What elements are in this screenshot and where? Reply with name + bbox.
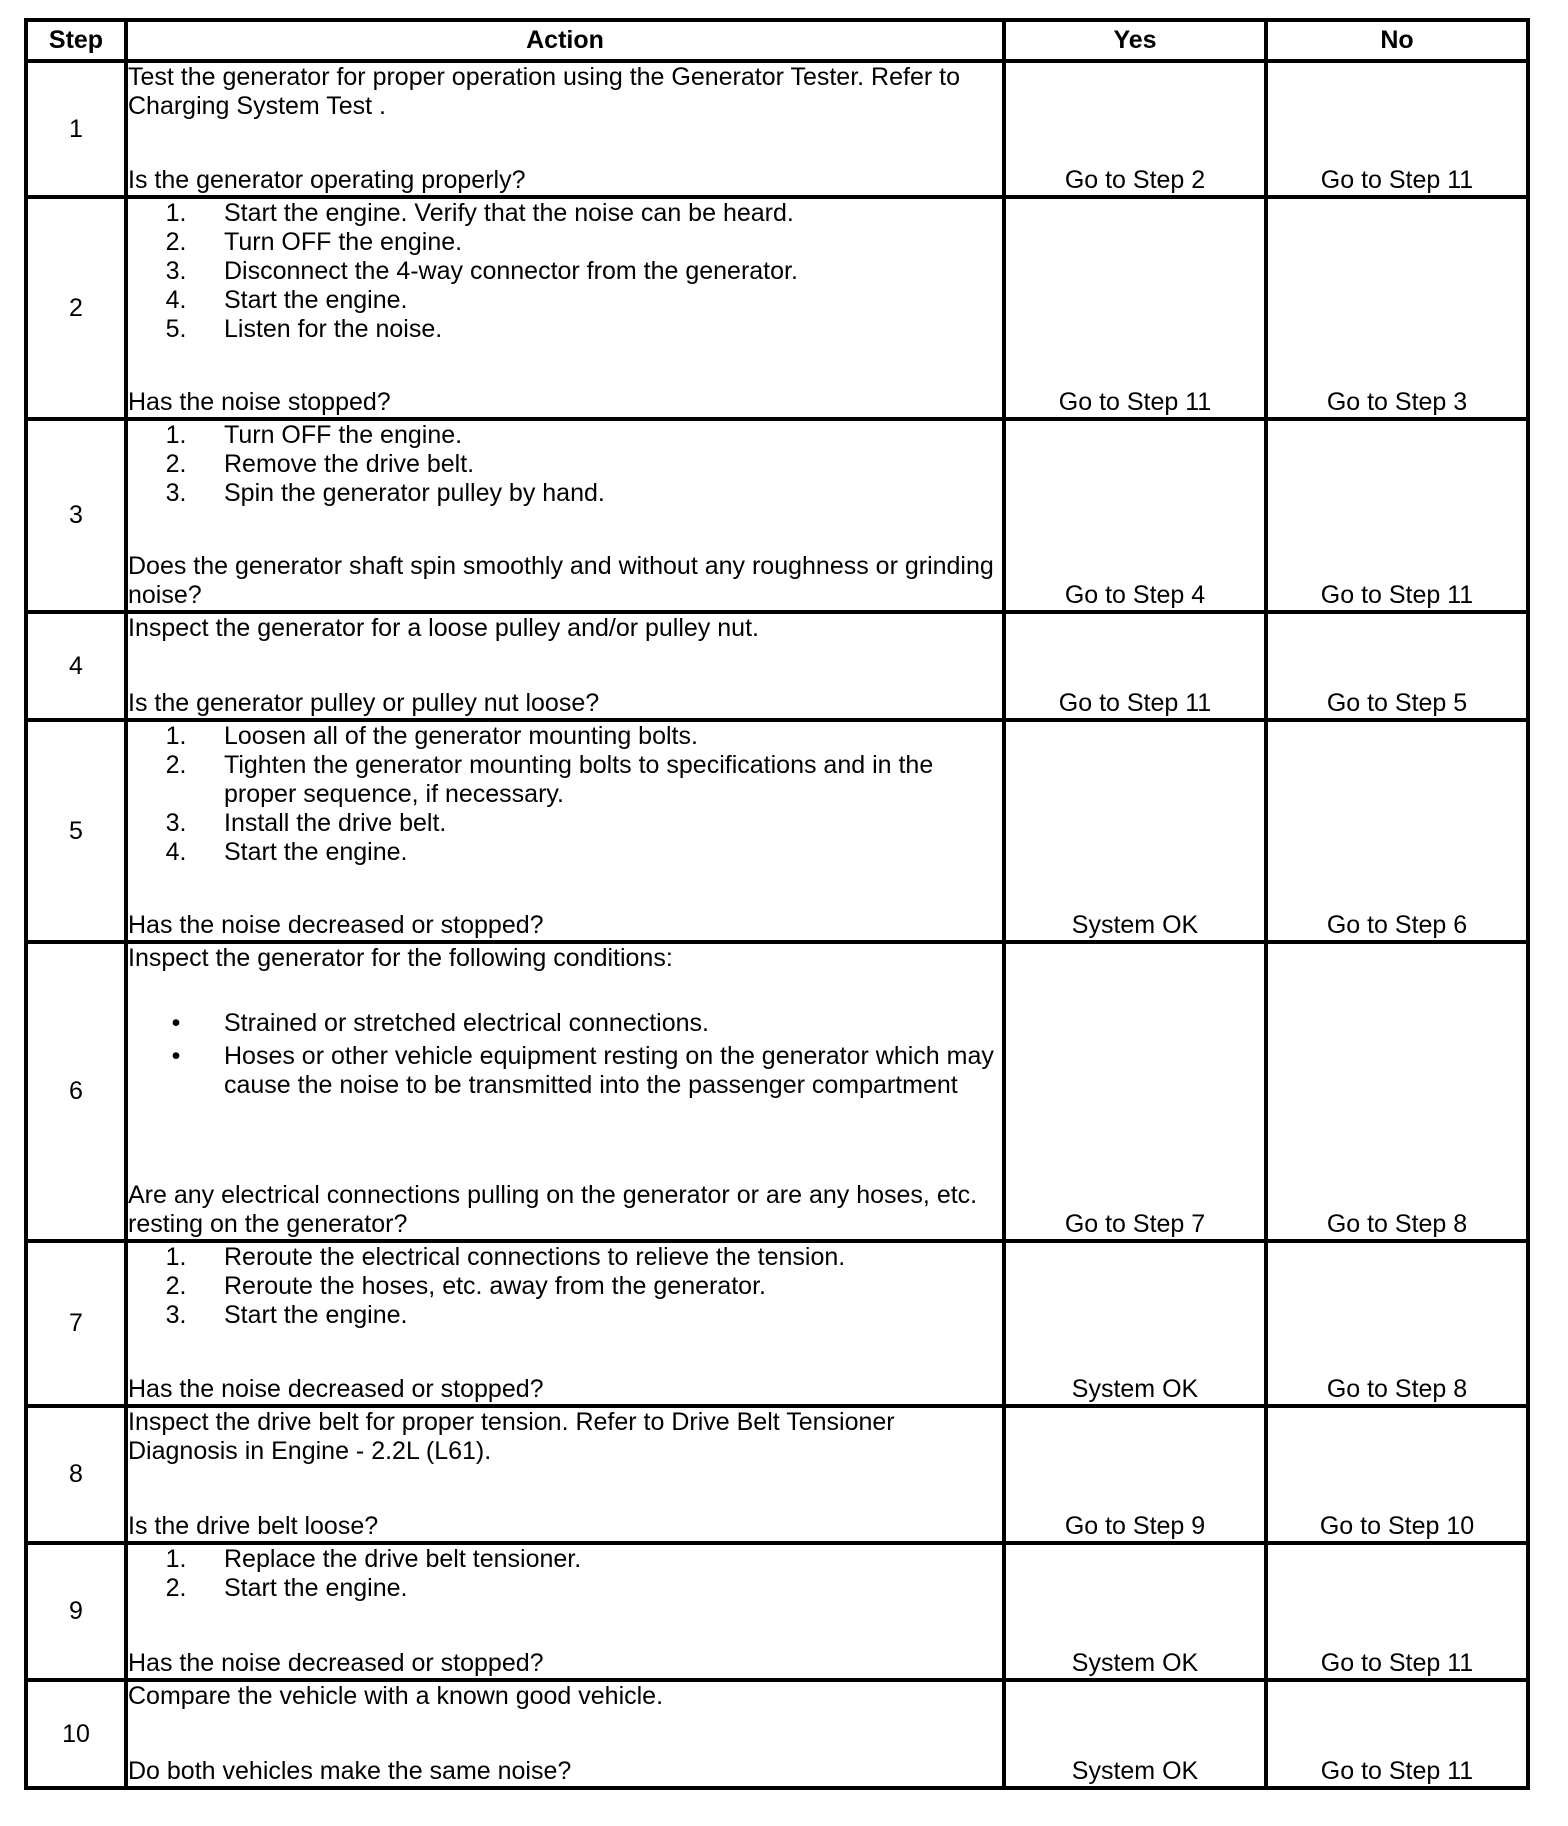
action-content bbox=[128, 1408, 1002, 1541]
no-result: Go to Step 11 bbox=[1266, 419, 1528, 612]
list-item-text: Loosen all of the generator mounting bolts. bbox=[224, 722, 698, 750]
list-item-number: 3. bbox=[165, 479, 187, 507]
numbered-steps-list bbox=[128, 1243, 1002, 1330]
list-item bbox=[128, 257, 1002, 286]
header-yes: Yes bbox=[1004, 20, 1266, 61]
action-question: Has the noise decreased or stopped? bbox=[128, 1375, 544, 1403]
list-item-text: Reroute the hoses, etc. away from the generator. bbox=[224, 1272, 766, 1300]
step-number: 3 bbox=[26, 419, 126, 612]
action-cell bbox=[126, 1241, 1004, 1406]
list-item-number: 3. bbox=[165, 809, 187, 837]
numbered-steps-list bbox=[128, 1545, 1002, 1603]
action-intro-text: Compare the vehicle with a known good vehicle. bbox=[128, 1682, 664, 1710]
list-item-number: 1. bbox=[165, 421, 187, 449]
action-instructions bbox=[128, 722, 1002, 867]
list-item-text: Start the engine. Verify that the noise can be heard. bbox=[224, 199, 794, 227]
no-result: Go to Step 11 bbox=[1266, 1680, 1528, 1788]
list-item bbox=[128, 838, 1002, 867]
list-item bbox=[128, 450, 1002, 479]
action-intro-text: Test the generator for proper operation using the Generator Tester. Refer to Charging System Test . bbox=[128, 63, 967, 120]
action-content bbox=[128, 199, 1002, 417]
action-content bbox=[128, 63, 1002, 195]
diagnostic-table-container bbox=[24, 18, 1526, 1790]
action-content bbox=[128, 421, 1002, 610]
yes-result: Go to Step 11 bbox=[1004, 197, 1266, 419]
no-result: Go to Step 3 bbox=[1266, 197, 1528, 419]
action-intro-text: Inspect the drive belt for proper tension. Refer to Drive Belt Tensioner Diagnosis in Engine - 2.2L (L61). bbox=[128, 1408, 902, 1465]
bullet-item-text: Hoses or other vehicle equipment resting on the generator which may cause the noise to be transmitted into the passenger compartment bbox=[224, 1042, 994, 1099]
action-cell bbox=[126, 1680, 1004, 1788]
step-number: 5 bbox=[26, 720, 126, 942]
list-item-text: Reroute the electrical connections to relieve the tension. bbox=[224, 1243, 846, 1271]
list-item-number: 2. bbox=[165, 1272, 187, 1300]
bullet-dot-icon: • bbox=[171, 1009, 181, 1037]
list-item bbox=[128, 199, 1002, 228]
list-item bbox=[128, 421, 1002, 450]
list-item-text: Listen for the noise. bbox=[224, 315, 443, 343]
list-item-text: Remove the drive belt. bbox=[224, 450, 475, 478]
yes-result: Go to Step 9 bbox=[1004, 1406, 1266, 1543]
no-result: Go to Step 5 bbox=[1266, 612, 1528, 720]
yes-result: System OK bbox=[1004, 1543, 1266, 1680]
list-item-number: 2. bbox=[165, 751, 187, 779]
action-content bbox=[128, 944, 1002, 1239]
list-item-number: 3. bbox=[165, 257, 187, 285]
table-row bbox=[26, 942, 1528, 1241]
step-number: 9 bbox=[26, 1543, 126, 1680]
table-row bbox=[26, 1543, 1528, 1680]
table-row bbox=[26, 1406, 1528, 1543]
header-action: Action bbox=[126, 20, 1004, 61]
bullet-item bbox=[128, 1009, 1002, 1038]
action-instructions bbox=[128, 199, 1002, 344]
list-item bbox=[128, 809, 1002, 838]
list-item-text: Disconnect the 4-way connector from the generator. bbox=[224, 257, 798, 285]
list-item-text: Install the drive belt. bbox=[224, 809, 447, 837]
list-item bbox=[128, 722, 1002, 751]
list-item-number: 2. bbox=[165, 228, 187, 256]
list-item bbox=[128, 1272, 1002, 1301]
step-number: 2 bbox=[26, 197, 126, 419]
table-row bbox=[26, 61, 1528, 197]
action-instructions bbox=[128, 1682, 1002, 1711]
list-item-number: 1. bbox=[165, 722, 187, 750]
action-intro-text: Inspect the generator for the following conditions: bbox=[128, 944, 673, 972]
action-cell bbox=[126, 1406, 1004, 1543]
list-item bbox=[128, 315, 1002, 344]
no-result: Go to Step 10 bbox=[1266, 1406, 1528, 1543]
table-row bbox=[26, 1680, 1528, 1788]
list-item-text: Spin the generator pulley by hand. bbox=[224, 479, 605, 507]
list-item-number: 2. bbox=[165, 1574, 187, 1602]
bullet-item bbox=[128, 1042, 1002, 1100]
action-cell bbox=[126, 419, 1004, 612]
step-number: 7 bbox=[26, 1241, 126, 1406]
list-item-text: Turn OFF the engine. bbox=[224, 421, 463, 449]
list-item-number: 3. bbox=[165, 1301, 187, 1329]
list-item bbox=[128, 1301, 1002, 1330]
action-cell bbox=[126, 1543, 1004, 1680]
action-content bbox=[128, 1545, 1002, 1678]
step-number: 6 bbox=[26, 942, 126, 1241]
action-question: Is the generator pulley or pulley nut loose? bbox=[128, 689, 600, 717]
step-number: 8 bbox=[26, 1406, 126, 1543]
action-question: Is the generator operating properly? bbox=[128, 166, 526, 194]
list-item bbox=[128, 1574, 1002, 1603]
list-item bbox=[128, 228, 1002, 257]
list-item-text: Start the engine. bbox=[224, 1574, 408, 1602]
yes-result: Go to Step 11 bbox=[1004, 612, 1266, 720]
action-cell bbox=[126, 720, 1004, 942]
list-item-text: Replace the drive belt tensioner. bbox=[224, 1545, 582, 1573]
step-number: 4 bbox=[26, 612, 126, 720]
action-content bbox=[128, 1243, 1002, 1404]
table-row bbox=[26, 1241, 1528, 1406]
no-result: Go to Step 8 bbox=[1266, 1241, 1528, 1406]
list-item bbox=[128, 1545, 1002, 1574]
list-item-text: Start the engine. bbox=[224, 838, 408, 866]
table-row bbox=[26, 197, 1528, 419]
list-item-text: Start the engine. bbox=[224, 1301, 408, 1329]
list-item bbox=[128, 479, 1002, 508]
header-row bbox=[26, 20, 1528, 61]
no-result: Go to Step 6 bbox=[1266, 720, 1528, 942]
header-no: No bbox=[1266, 20, 1528, 61]
action-content bbox=[128, 1682, 1002, 1786]
table-body bbox=[26, 61, 1528, 1788]
action-question: Has the noise decreased or stopped? bbox=[128, 911, 544, 939]
list-item bbox=[128, 1243, 1002, 1272]
action-question: Do both vehicles make the same noise? bbox=[128, 1757, 572, 1785]
diagnostic-table bbox=[24, 18, 1530, 1790]
yes-result: System OK bbox=[1004, 1680, 1266, 1788]
yes-result: System OK bbox=[1004, 1241, 1266, 1406]
yes-result: Go to Step 4 bbox=[1004, 419, 1266, 612]
list-item-number: 1. bbox=[165, 1545, 187, 1573]
action-question: Is the drive belt loose? bbox=[128, 1512, 379, 1540]
action-intro-text: Inspect the generator for a loose pulley and/or pulley nut. bbox=[128, 614, 759, 642]
step-number: 1 bbox=[26, 61, 126, 197]
bullet-dot-icon: • bbox=[171, 1042, 181, 1070]
table-row bbox=[26, 720, 1528, 942]
list-item-number: 5. bbox=[165, 315, 187, 343]
yes-result: Go to Step 2 bbox=[1004, 61, 1266, 197]
action-question: Are any electrical connections pulling on the generator or are any hoses, etc. resting on the generator? bbox=[128, 1181, 985, 1238]
list-item bbox=[128, 751, 1002, 809]
action-question: Has the noise stopped? bbox=[128, 388, 391, 416]
list-item-text: Turn OFF the engine. bbox=[224, 228, 463, 256]
table-row bbox=[26, 419, 1528, 612]
action-instructions bbox=[128, 63, 1002, 121]
list-item-text: Start the engine. bbox=[224, 286, 408, 314]
action-cell bbox=[126, 197, 1004, 419]
numbered-steps-list bbox=[128, 199, 1002, 344]
list-item-number: 1. bbox=[165, 1243, 187, 1271]
list-item bbox=[128, 286, 1002, 315]
action-cell bbox=[126, 61, 1004, 197]
action-instructions bbox=[128, 614, 1002, 643]
table-row bbox=[26, 612, 1528, 720]
action-cell bbox=[126, 612, 1004, 720]
no-result: Go to Step 11 bbox=[1266, 61, 1528, 197]
bullet-item-text: Strained or stretched electrical connections. bbox=[224, 1009, 709, 1037]
step-number: 10 bbox=[26, 1680, 126, 1788]
yes-result: System OK bbox=[1004, 720, 1266, 942]
action-instructions bbox=[128, 1545, 1002, 1603]
action-content bbox=[128, 614, 1002, 718]
numbered-steps-list bbox=[128, 722, 1002, 867]
list-item-number: 1. bbox=[165, 199, 187, 227]
list-item-text: Tighten the generator mounting bolts to specifications and in the proper sequence, if necessary. bbox=[224, 751, 934, 808]
action-question: Does the generator shaft spin smoothly and without any roughness or grinding noise? bbox=[128, 552, 1001, 609]
action-cell bbox=[126, 942, 1004, 1241]
no-result: Go to Step 8 bbox=[1266, 942, 1528, 1241]
header-step: Step bbox=[26, 20, 126, 61]
numbered-steps-list bbox=[128, 421, 1002, 508]
bullet-list bbox=[128, 1009, 1002, 1100]
action-instructions bbox=[128, 1243, 1002, 1330]
yes-result: Go to Step 7 bbox=[1004, 942, 1266, 1241]
action-question: Has the noise decreased or stopped? bbox=[128, 1649, 544, 1677]
no-result: Go to Step 11 bbox=[1266, 1543, 1528, 1680]
list-item-number: 4. bbox=[165, 286, 187, 314]
action-instructions bbox=[128, 1408, 1002, 1466]
list-item-number: 4. bbox=[165, 838, 187, 866]
action-content bbox=[128, 722, 1002, 940]
action-instructions bbox=[128, 421, 1002, 508]
list-item-number: 2. bbox=[165, 450, 187, 478]
action-instructions bbox=[128, 944, 1002, 1104]
